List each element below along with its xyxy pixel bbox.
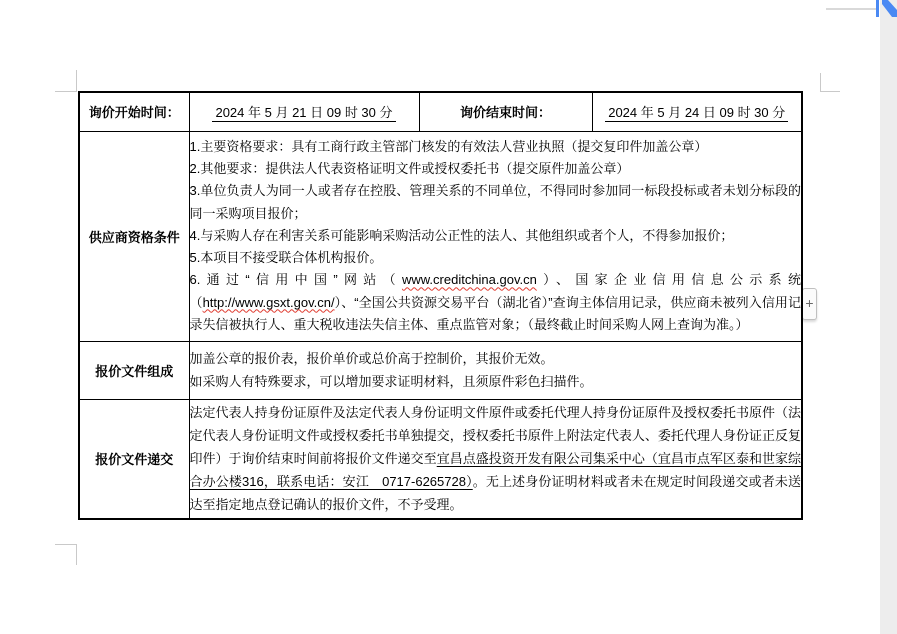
bid-doc-submission-header: 报价文件递交 xyxy=(79,399,189,519)
crop-mark-bottom-left xyxy=(55,544,76,545)
qualification-content-cell xyxy=(189,131,802,341)
blue-arrow-icon xyxy=(882,0,897,18)
submission-company-underline: 宜昌点盛投资开发有限公司集采中心（宜昌市点军区泰和世家综合办公楼316，联系电话：安江 0717-6265728） xyxy=(189,451,801,490)
composition-line: 如采购人有特殊要求，可以增加要求证明材料，且须原件彩色扫描件。 xyxy=(189,374,593,389)
composition-row xyxy=(79,341,802,399)
qualification-item: 4.与采购人存在利害关系可能影响采购活动公正性的法人、其他组织或者个人，不得参加报价； xyxy=(189,227,734,243)
crop-mark-bottom-left xyxy=(76,544,77,565)
url-creditchina: www.creditchina.gov.cn xyxy=(401,272,537,288)
submission-text: 。无上述身份证明材料或者未在规定时间段递交或者未送达至指定地点登记确认的报价文件，不予受理。 xyxy=(189,474,801,513)
qualification-item: 3.单位负责人为同一人或者存在控股、管理关系的不同单位，不得同时参加同一标段投标或者未划分标段的同一采购项目报价； xyxy=(189,183,801,221)
crop-mark-top-right xyxy=(820,73,821,92)
qualification-row xyxy=(79,131,802,341)
submission-paragraph xyxy=(190,401,802,516)
item6-text: 6.通过“信用中国”网站（ xyxy=(189,272,402,288)
bid-doc-composition-header: 报价文件组成 xyxy=(79,341,189,399)
submission-text: 法定代表人持身份证原件及法定代表人身份证明文件原件或委托代理人持身份证原件及授权委托书原件（法定代表人身份证明文件或授权委托书单独提交，授权委托书原件上附法定代表人、委托代理人身份证正反复印件）于询价结束时间前将报价文件递交至 xyxy=(189,405,801,467)
schedule-row xyxy=(79,92,802,131)
right-scroll-gutter xyxy=(880,0,897,634)
item6-text: ）、“全国公共资源交易平台（湖北省）”查询主体信用记录，供应商未被列入信用记录失信被执行人、重大税收违法失信主体、重点监管对象；（最终截止时间采购人网上查询为准。） xyxy=(189,294,801,333)
supplier-qualification-header: 供应商资格条件 xyxy=(79,131,189,341)
qualification-item: 1.主要资格要求：具有工商行政主管部门核发的有效法人营业执照（提交复印件加盖公章） xyxy=(189,138,708,154)
crop-mark-top-left xyxy=(55,91,76,92)
inquiry-start-value-cell xyxy=(189,92,419,131)
url-gsxt: http://www.gsxt.gov.cn/ xyxy=(202,294,335,310)
crop-mark-top-right xyxy=(820,91,840,92)
inquiry-end-value: 2024 年 5 月 24 日 09 时 30 分 xyxy=(605,105,788,122)
inquiry-table xyxy=(78,91,803,520)
submission-row xyxy=(79,399,802,519)
qualification-item: 2.其他要求：提供法人代表资格证明文件或授权委托书（提交原件加盖公章） xyxy=(189,160,630,176)
inquiry-start-label: 询价开始时间： xyxy=(79,92,189,131)
crop-mark-top-left xyxy=(76,70,77,92)
item6-text: ）、国家企业信用信息公示系统（ xyxy=(189,272,801,310)
plus-button[interactable]: + xyxy=(802,288,817,320)
inquiry-end-label: 询价结束时间： xyxy=(419,92,592,131)
inquiry-end-value-cell xyxy=(592,92,802,131)
qualification-item: 5.本项目不接受联合体机构报价。 xyxy=(189,250,383,266)
submission-content-cell xyxy=(189,399,802,519)
inquiry-start-value: 2024 年 5 月 21 日 09 时 30 分 xyxy=(212,105,395,122)
qualification-item xyxy=(190,269,802,336)
blue-cursor-bar xyxy=(876,0,879,17)
composition-line: 加盖公章的报价表，报价单价或总价高于控制价，其报价无效。 xyxy=(189,351,554,366)
top-right-divider-line xyxy=(826,8,879,10)
composition-content-cell xyxy=(189,341,802,399)
